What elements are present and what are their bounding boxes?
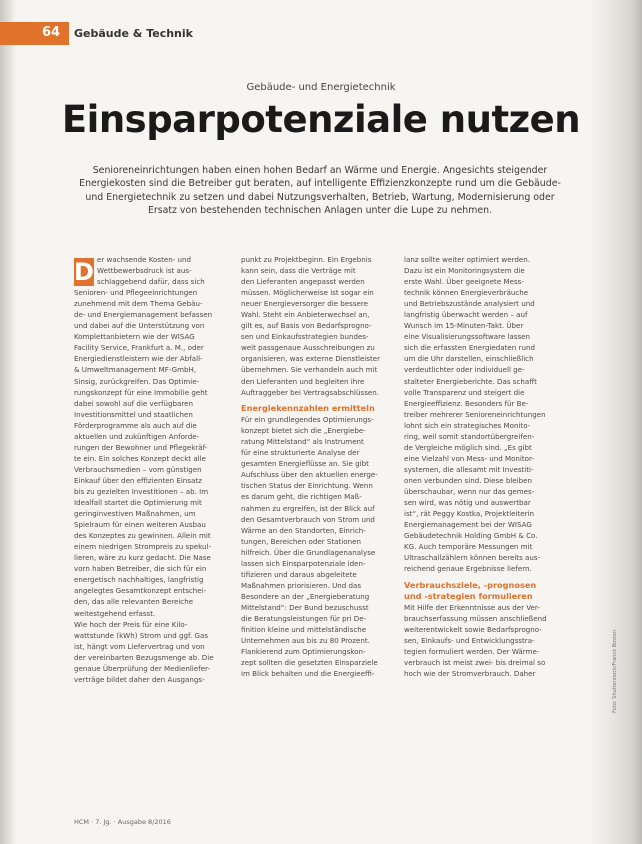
text-line: verbrauch ist meist zwei- bis dreimal so <box>404 658 546 668</box>
text-line: Mit Hilfe der Erkenntnisse aus der Ver- <box>404 602 540 612</box>
text-line: um die Uhr darstellen, einschließlich <box>404 354 534 364</box>
text-line: Energieeffizienz. Besonders für Be- <box>404 398 529 408</box>
text-line: sen wird, was nötig und auswertbar <box>404 498 531 508</box>
text-line: Wunsch im 15-Minuten-Takt. Über <box>404 321 524 331</box>
article-kicker: Gebäude- und Energietechnik <box>246 82 396 93</box>
text-line: verdeutlichter oder individuell ge- <box>404 365 525 375</box>
text-column-1 <box>74 254 224 685</box>
text-line: den Lieferanten und begleiten ihre <box>241 376 365 386</box>
subheading: Verbrauchsziele, -prognosen <box>404 579 537 590</box>
text-line: weitestgehend erfasst. <box>74 608 156 618</box>
text-line: Wärme an den Standorten, Einrich- <box>241 525 366 535</box>
text-line: und dabei auf die Unterstützung von <box>74 321 205 331</box>
text-line: der vereinbarten Bezugsmenge ab. Die <box>74 652 214 662</box>
text-line: angelegtes Gesamtkonzept entschei- <box>74 586 207 596</box>
text-line: Auftraggeber bei Vertragsabschlüssen. <box>241 387 380 397</box>
drop-cap: D <box>74 258 94 286</box>
text-line: kann sein, dass die Verträge mit <box>241 266 356 276</box>
text-line: weit passgenaue Ausschreibungen zu <box>241 343 375 353</box>
article-lead: Senioreneinrichtungen haben einen hohen Bedarf an Wärme und Energie. Angesichts steigender Energiekosten sind die Betreiber gut beraten, auf intelligente Effizienzkonzepte rund um die Gebäude- und Energietechnik zu setzen und dabei Nutzungsverhalten, Betrieb, Wartung, Modernisierung oder Ersatz von bestehenden technischen Anlagen unter die Lupe zu nehmen. <box>79 165 561 217</box>
text-line: brauchserfassung müssen anschließend <box>404 614 547 623</box>
text-line: Mittelstand“: Der Bund bezuschusst <box>241 602 369 612</box>
text-line: Energiedienstleistern wie der Abfall- <box>74 354 203 364</box>
text-line: den Gesamtverbrauch von Strom und <box>241 514 375 524</box>
text-line: tischen Status der Einrichtung. Wenn <box>241 481 373 491</box>
text-line: Wettbewerbsdruck ist aus- <box>97 266 192 276</box>
text-line: vorn haben Betreiber, die sich für ein <box>74 564 207 574</box>
text-line: nahmen zu ergreifen, ist der Blick auf <box>241 503 375 513</box>
text-line: Idealfall startet die Optimierung mit <box>74 498 202 508</box>
text-line: Flankierend zum Optimierungskon- <box>241 647 366 657</box>
text-line: lanz sollte weiter optimiert werden. <box>404 255 530 264</box>
text-line: Senioren- und Pflegeeinrichtungen <box>74 288 198 298</box>
text-line: müssen. Möglicherweise ist sogar ein <box>241 288 374 298</box>
subheading: Energiekennzahlen ermitteln <box>241 403 375 414</box>
text-line: verträge bildet daher den Ausgangs- <box>74 674 205 684</box>
text-line: langfristig überwacht werden – auf <box>404 310 528 320</box>
text-line: aktuellen und zukünftigen Anforde- <box>74 431 200 441</box>
article-headline: Einsparpotenziale nutzen <box>61 98 581 141</box>
text-line: Besondere an der „Energieberatung <box>241 591 370 601</box>
text-line: tungen, Bereichen oder Stationen <box>241 536 361 546</box>
text-line: rungskonzept für eine Immobilie geht <box>74 387 208 397</box>
text-line: lieren, wäre zu kurz gedacht. Die Nase <box>74 553 211 563</box>
text-line: Einkauf über den effizienten Einsatz <box>74 475 202 485</box>
text-line: rungen der Bewohner und Pflegekräf- <box>74 442 208 452</box>
text-line: gesamten Energieflüsse an. Sie gibt <box>241 459 369 469</box>
text-line: sich die erfassten Energiedaten rund <box>404 343 535 353</box>
text-line: Gebäudetechnik Holding GmbH & Co. <box>404 531 538 541</box>
text-line: technik können Energieverbräuche <box>404 288 529 298</box>
text-line: treiber mehrerer Senioreneinrichtungen <box>404 409 546 419</box>
text-line: KG. Auch temporäre Messungen mit <box>404 542 533 552</box>
text-line: Wie hoch der Preis für eine Kilo- <box>74 619 188 629</box>
text-line: stalteter Energieberichte. Das schafft <box>404 376 537 386</box>
text-line: dabei sowohl auf die verfügbaren <box>74 398 193 408</box>
text-line: punkt zu Projektbeginn. Ein Ergebnis <box>241 255 372 264</box>
text-line: ist“, rät Peggy Kostka, Projektleiterin <box>404 509 535 519</box>
text-column-3 <box>404 254 554 679</box>
text-line: & Umweltmanagement MF-GmbH, <box>74 365 197 375</box>
text-line: de Vergleiche möglich sind. „Es gibt <box>404 442 532 452</box>
text-line: Energiemanagement bei der WISAG <box>404 520 532 530</box>
text-line: Ultraschallzählern können bereits aus- <box>404 553 541 563</box>
text-line: tegien formuliert werden. Der Wärme- <box>404 647 540 657</box>
text-line: ring, weil somit standortübergreifen- <box>404 431 535 441</box>
text-line: erste Wahl. Über geeignete Mess- <box>404 277 524 287</box>
page-number: 64 <box>42 25 61 40</box>
text-line: Förderprogramme als auch auf die <box>74 420 197 430</box>
text-line: systemen, die allesamt mit Investiti- <box>404 464 534 474</box>
text-line: eine Visualisierungssoftware lassen <box>404 332 531 342</box>
text-line: des Konzeptes zu gewinnen. Allein mit <box>74 531 211 541</box>
text-line: Spielraum für einen weiteren Ausbau <box>74 520 206 530</box>
text-line: hilfreich. Über die Grundlagenanalyse <box>241 547 376 557</box>
text-line: es darum geht, die richtigen Maß- <box>241 492 362 502</box>
text-column-2 <box>241 254 391 679</box>
text-line: energetisch nachhaltiges, langfristig <box>74 575 204 585</box>
text-line: ratung Mittelstand“ als Instrument <box>241 437 364 447</box>
page-footer: HCM · 7. Jg. · Ausgabe 8/2016 <box>74 818 171 826</box>
text-line: geringinvestiven Maßnahmen, um <box>74 509 196 519</box>
text-line: zunehmend mit dem Thema Gebäu- <box>74 299 203 309</box>
text-line: ist, hängt vom Liefervertrag und von <box>74 641 205 651</box>
subheading: und -strategien formulieren <box>404 590 533 601</box>
text-line: hoch wie der Stromverbrauch. Daher <box>404 669 536 679</box>
text-line: weiterentwickelt sowie Bedarfsprogno- <box>404 625 542 635</box>
text-line: onen verbunden sind. Diese bleiben <box>404 475 533 485</box>
text-line: tifizieren und daraus abgeleitete <box>241 569 357 579</box>
text-line: organisieren, was externe Dienstleister <box>241 354 381 364</box>
text-line: Investitionsmittel und staatlichen <box>74 409 193 419</box>
text-line: bis zu gezielten Investitionen – ab. Im <box>74 486 209 496</box>
text-line: sen und Einkaufsstrategien bundes- <box>241 332 369 342</box>
text-line: sen, Einkaufs- und Entwicklungsstra- <box>404 636 535 646</box>
text-line: finition kleine und mittelständische <box>241 625 367 635</box>
text-line: wattstunde (kWh) Strom und ggf. Gas <box>74 630 209 640</box>
text-line: konzept bietet sich die „Energiebe- <box>241 426 366 436</box>
text-line: Verbrauchsmedien – vom günstigen <box>74 464 202 474</box>
text-line: eine Vielzahl von Mess- und Monitor- <box>404 453 535 463</box>
text-line: im Blick behalten und die Energieeffi- <box>241 669 375 679</box>
text-line: Maßnahmen priorisieren. Und das <box>241 580 362 590</box>
text-line: und Betriebszustände analysiert und <box>404 299 535 309</box>
text-line: Für ein grundlegendes Optimierungs- <box>241 415 374 425</box>
text-line: Komplettanbietern wie der WISAG <box>74 332 195 342</box>
text-line: reichend genaue Ergebnisse liefern. <box>404 564 532 574</box>
text-line: einem niedrigen Strompreis zu spekul- <box>74 542 211 552</box>
text-line: für eine strukturierte Analyse der <box>241 448 360 458</box>
text-line: er wachsende Kosten- und <box>97 255 192 264</box>
text-line: Wahl. Steht ein Anbieterwechsel an, <box>241 310 370 320</box>
text-line: genaue Überprüfung der Medienliefer- <box>74 663 211 673</box>
text-line: schlaggebend dafür, dass sich <box>97 277 205 287</box>
text-line: neuer Energieversorger die bessere <box>241 299 369 309</box>
text-line: die Beratungsleistungen für pri De- <box>241 614 367 623</box>
text-line: Aufschluss über den aktuellen energe- <box>241 470 378 480</box>
text-line: Facility Service, Frankfurt a. M., oder <box>74 343 204 353</box>
section-title: Gebäude & Technik <box>74 27 193 40</box>
text-line: Sinsig, zurückgreifen. Das Optimie- <box>74 376 200 386</box>
text-line: lohnt sich ein strategisches Monito- <box>404 420 531 430</box>
text-line: den, das alle relevanten Bereiche <box>74 597 194 607</box>
text-line: gilt es, auf Basis von Bedarfsprogno- <box>241 321 372 331</box>
text-line: lassen sich Einsparpotenziale iden- <box>241 558 366 568</box>
text-line: zept sollten die gesetzten Einsparziele <box>241 658 378 668</box>
text-line: Unternehmen aus bis zu 80 Prozent. <box>241 636 370 646</box>
photo-credit: Foto: Shutterstock/Franck Boston <box>612 630 618 713</box>
text-line: überschaubar, wenn nur das gemes- <box>404 486 535 496</box>
text-line: volle Transparenz und steigert die <box>404 387 525 397</box>
text-line: übernehmen. Sie verhandeln auch mit <box>241 365 378 375</box>
text-line: te ein. Ein solches Konzept deckt alle <box>74 453 206 463</box>
text-line: den Lieferanten angepasst werden <box>241 277 365 287</box>
text-line: Dazu ist ein Monitoringsystem die <box>404 266 525 276</box>
text-line: de- und Energiemanagement befassen <box>74 310 213 320</box>
